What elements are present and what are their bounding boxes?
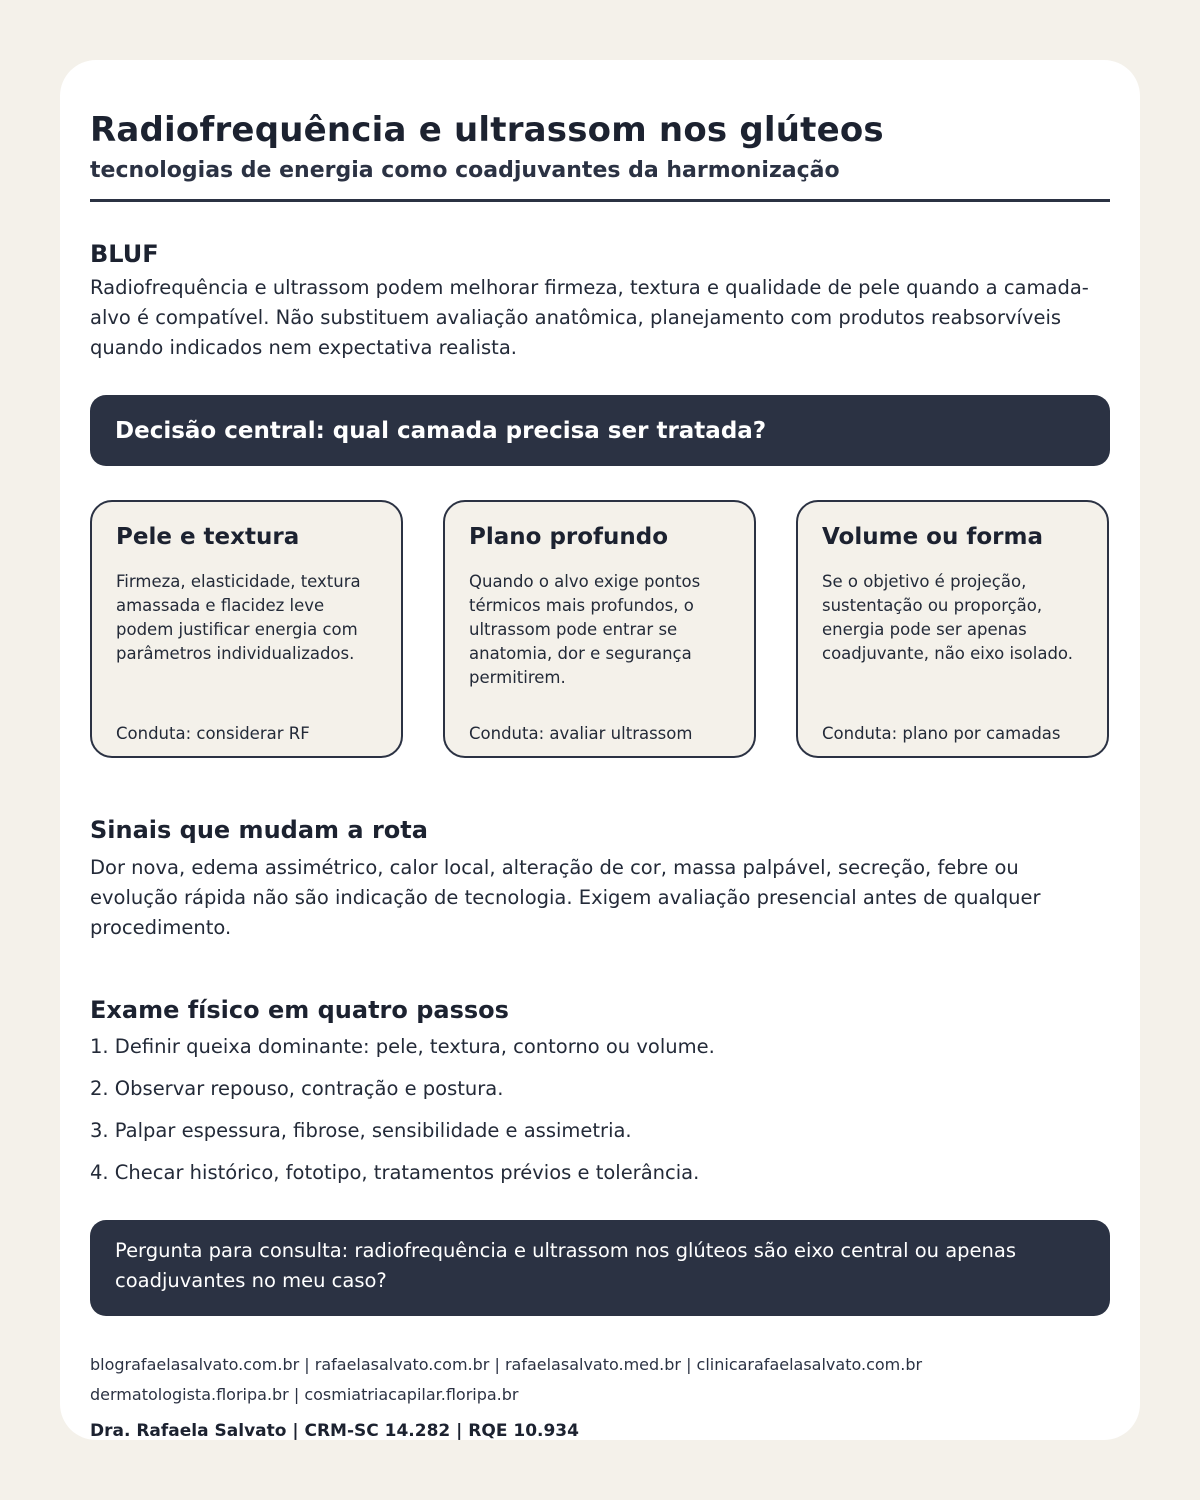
footer-sites (90, 1350, 1110, 1410)
option-card-deep-plane (443, 500, 756, 758)
list-item: 2. Observar repouso, contração e postura. (90, 1077, 504, 1100)
option-body: Firmeza, elasticidade, textura amassada e flacidez leve podem justificar energia com parâmetros individualizados. (116, 572, 361, 663)
signals-heading: Sinais que mudam a rota (90, 816, 428, 844)
footer-sites-line-1: blografaelasalvato.com.br | rafaelasalvato.com.br | rafaelasalvato.med.br | clinicarafaelasalvato.com.br (90, 1355, 923, 1374)
header-divider (90, 199, 1110, 202)
option-title: Volume ou forma (822, 524, 1043, 550)
list-item: 4. Checar histórico, fototipo, tratamentos prévios e tolerância. (90, 1161, 700, 1184)
content-card (60, 60, 1140, 1440)
signals-text: Dor nova, edema assimétrico, calor local, alteração de cor, massa palpável, secreção, febre ou evolução rápida não são indicação de tecnologia. Exigem avaliação presencial antes de qualquer procedimento. (90, 856, 1041, 939)
exam-steps-list (90, 1032, 715, 1200)
bluf-text: Radiofrequência e ultrassom podem melhorar firmeza, textura e qualidade de pele quando a camada-alvo é compatível. Não substituem avaliação anatômica, planejamento com produtos reabsorvíveis quando indicados nem expectativa realista. (90, 276, 1089, 359)
option-card-skin (90, 500, 403, 758)
consultation-question-text: Pergunta para consulta: radiofrequência e ultrassom nos glúteos são eixo central ou apenas coadjuvantes no meu caso? (115, 1239, 1017, 1292)
page-subtitle: tecnologias de energia como coadjuvantes da harmonização (90, 158, 840, 183)
option-card-volume (796, 500, 1109, 758)
list-item: 1. Definir queixa dominante: pele, textura, contorno ou volume. (90, 1035, 715, 1058)
list-item: 3. Palpar espessura, fibrose, sensibilidade e assimetria. (90, 1119, 632, 1142)
decision-banner (90, 395, 1110, 466)
footer-sites-line-2: dermatologista.floripa.br | cosmiatriacapilar.floripa.br (90, 1385, 519, 1404)
option-conduct: Conduta: considerar RF (116, 724, 310, 743)
option-body: Se o objetivo é projeção, sustentação ou proporção, energia pode ser apenas coadjuvante, não eixo isolado. (822, 572, 1073, 663)
option-body: Quando o alvo exige pontos térmicos mais profundos, o ultrassom pode entrar se anatomia, dor e segurança permitirem. (469, 572, 701, 687)
page-title: Radiofrequência e ultrassom nos glúteos (90, 110, 884, 150)
footer-signature: Dra. Rafaela Salvato | CRM-SC 14.282 | RQE 10.934 (90, 1421, 579, 1441)
exam-heading: Exame físico em quatro passos (90, 996, 509, 1024)
option-title: Plano profundo (469, 524, 669, 550)
bluf-heading: BLUF (90, 240, 159, 268)
option-title: Pele e textura (116, 524, 300, 550)
option-conduct: Conduta: plano por camadas (822, 724, 1061, 743)
consultation-question-box (90, 1220, 1110, 1316)
option-conduct: Conduta: avaliar ultrassom (469, 724, 693, 743)
decision-label: Decisão central: qual camada precisa ser tratada? (115, 417, 767, 444)
